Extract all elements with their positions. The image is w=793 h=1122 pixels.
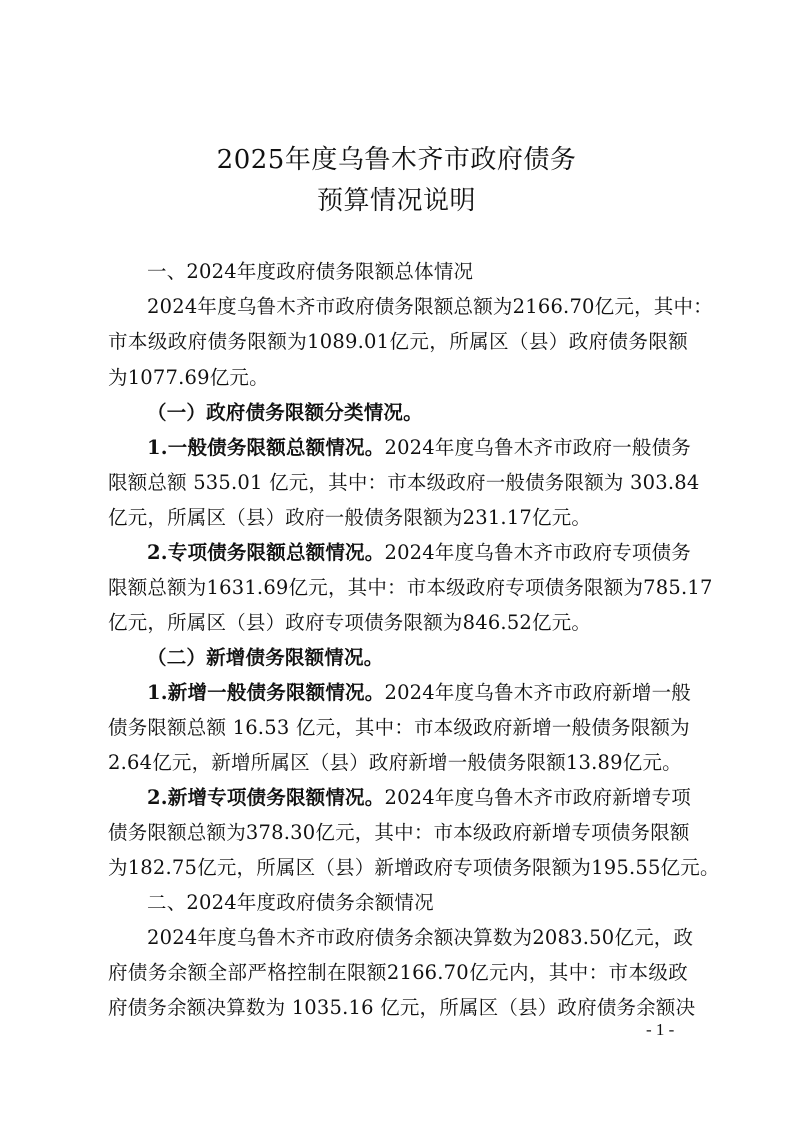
paragraph-2-line-1-text: 2024年度乌鲁木齐市政府一般债务: [384, 436, 691, 459]
paragraph-5-line-3: 为182.75亿元，所属区（县）新增政府专项债务限额为195.55亿元。: [108, 856, 720, 879]
paragraph-1-line-3: 为1077.69亿元。: [108, 366, 269, 389]
paragraph-3-line-1-text: 2024年度乌鲁木齐市政府专项债务: [384, 541, 691, 564]
paragraph-4-lead: 1.新增一般债务限额情况。: [147, 681, 385, 704]
paragraph-1-line-2: 市本级政府债务限额为1089.01亿元，所属区（县）政府债务限额: [108, 330, 688, 353]
paragraph-5-lead: 2.新增专项债务限额情况。: [147, 786, 385, 809]
subsection-heading-2: （二）新增债务限额情况。: [147, 646, 384, 669]
paragraph-2-line-2: 限额总额 535.01 亿元，其中：市本级政府一般债务限额为 303.84: [108, 471, 700, 494]
paragraph-5-line-1-text: 2024年度乌鲁木齐市政府新增专项: [384, 786, 691, 809]
paragraph-4-line-2: 债务限额总额 16.53 亿元，其中：市本级政府新增一般债务限额为: [108, 716, 690, 739]
subsection-heading-1: （一）政府债务限额分类情况。: [147, 401, 423, 424]
paragraph-1-line-1: 2024年度乌鲁木齐市政府债务限额总额为2166.70亿元，其中：: [147, 295, 713, 318]
section-heading-1: 一、2024年度政府债务限额总体情况: [147, 260, 474, 283]
paragraph-3-lead: 2.专项债务限额总额情况。: [147, 541, 385, 564]
paragraph-2-lead: 1.一般债务限额总额情况。: [147, 436, 385, 459]
paragraph-6-line-3: 府债务余额决算数为 1035.16 亿元，所属区（县）政府债务余额决: [108, 996, 696, 1019]
section-heading-2: 二、2024年度政府债务余额情况: [147, 891, 434, 914]
page-number: - 1 -: [646, 1020, 675, 1039]
paragraph-2-line-1: [147, 434, 691, 462]
paragraph-2-line-3: 亿元，所属区（县）政府一般债务限额为231.17亿元。: [108, 506, 592, 529]
document-title-line-2: 预算情况说明: [316, 186, 476, 216]
paragraph-5-line-2: 债务限额总额为378.30亿元，其中：市本级政府新增专项债务限额: [108, 821, 690, 844]
paragraph-3-line-1: [147, 539, 691, 567]
paragraph-4-line-1-text: 2024年度乌鲁木齐市政府新增一般: [384, 681, 691, 704]
document-title-line-1: 2025年度乌鲁木齐市政府债务: [216, 145, 577, 175]
paragraph-5-line-1: [147, 784, 691, 812]
paragraph-3-line-2: 限额总额为1631.69亿元，其中：市本级政府专项债务限额为785.17: [108, 576, 713, 599]
paragraph-4-line-3: 2.64亿元，新增所属区（县）政府新增一般债务限额13.89亿元。: [108, 751, 682, 774]
paragraph-6-line-2: 府债务余额全部严格控制在限额2166.70亿元内，其中：市本级政: [108, 961, 688, 984]
paragraph-4-line-1: [147, 679, 691, 707]
paragraph-6-line-1: 2024年度乌鲁木齐市政府债务余额决算数为2083.50亿元，政: [147, 926, 694, 949]
paragraph-3-line-3: 亿元，所属区（县）政府专项债务限额为846.52亿元。: [108, 611, 592, 634]
